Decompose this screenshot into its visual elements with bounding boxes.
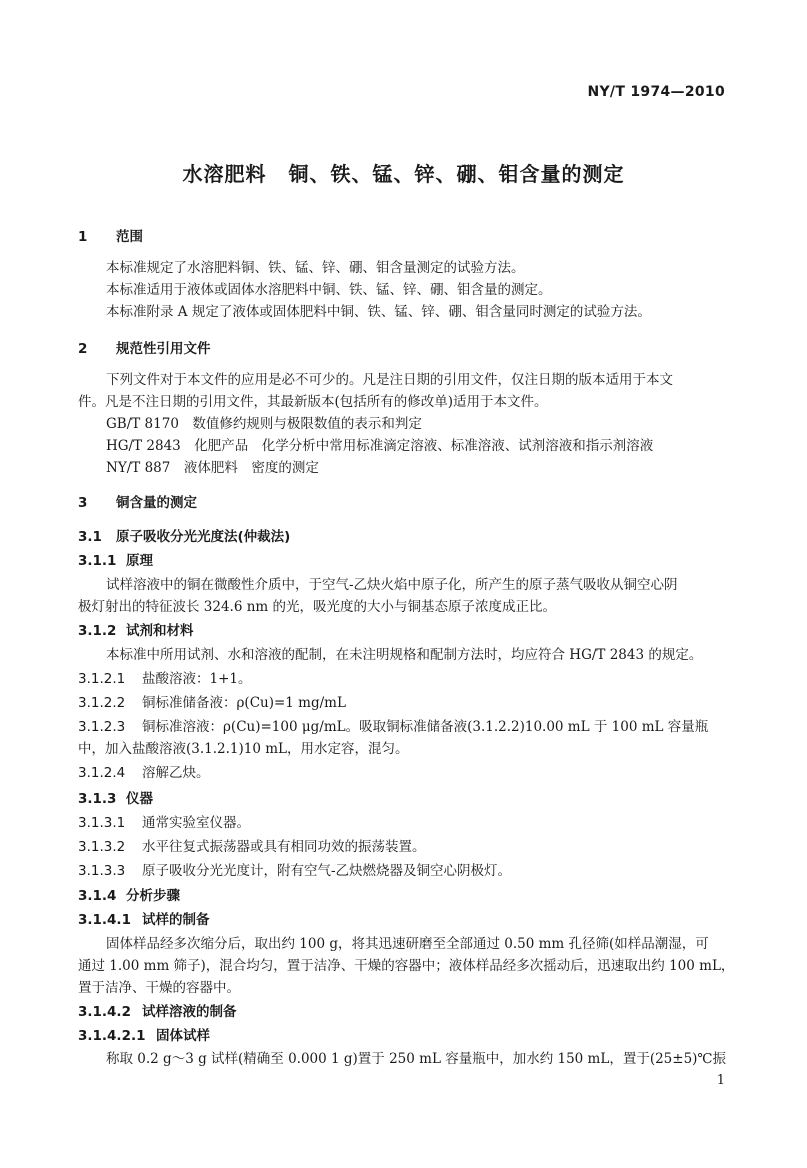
subsection-heading: 3.1 原子吸收分光光度法(仲裁法) — [78, 529, 291, 545]
paragraph-line: 件。凡是不注日期的引用文件，其最新版本(包括所有的修改单)适用于本文件。 — [78, 394, 548, 410]
clause-line: 3.1.2.2 铜标准储备液：ρ(Cu)=1 mg/mL — [78, 695, 346, 711]
title-part-1: 水溶肥料 — [182, 162, 267, 186]
subsection-heading: 3.1.4 分析步骤 — [78, 888, 180, 904]
section-heading: 3 铜含量的测定 — [78, 495, 197, 511]
paragraph-line: 本标准中所用试剂、水和溶液的配制，在未注明规格和配制方法时，均应符合 HG/T 2843 的规定。 — [106, 647, 703, 663]
page-number: 1 — [716, 1073, 725, 1088]
reference-item: HG/T 2843 化肥产品 化学分析中常用标准滴定溶液、标准溶液、试剂溶液和指示剂溶液 — [106, 438, 654, 454]
clause-line: 3.1.2.3 铜标准溶液：ρ(Cu)=100 μg/mL。吸取铜标准储备液(3.1.2.2)10.00 mL 于 100 mL 容量瓶 — [78, 719, 709, 735]
paragraph-line: 极灯射出的特征波长 324.6 nm 的光，吸光度的大小与铜基态原子浓度成正比。 — [78, 599, 557, 615]
subsection-heading: 3.1.2 试剂和材料 — [78, 623, 194, 639]
paragraph-line: 通过 1.00 mm 筛子)，混合均匀，置于洁净、干燥的容器中；液体样品经多次摇动后，迅速取出约 100 mL， — [78, 958, 735, 974]
reference-item: NY/T 887 液体肥料 密度的测定 — [106, 460, 319, 476]
paragraph-line: 称取 0.2 g～3 g 试样(精确至 0.000 1 g)置于 250 mL 容量瓶中，加水约 150 mL，置于(25±5)℃振 — [106, 1051, 727, 1067]
subsection-heading: 3.1.4.2.1 固体试样 — [78, 1028, 210, 1044]
subsection-heading: 3.1.1 原理 — [78, 553, 153, 569]
paragraph-line: 本标准适用于液体或固体水溶肥料中铜、铁、锰、锌、硼、钼含量的测定。 — [106, 282, 552, 298]
paragraph-line: 置于洁净、干燥的容器中。 — [78, 980, 240, 996]
clause-line: 3.1.3.1 通常实验室仪器。 — [78, 815, 250, 831]
clause-line: 3.1.3.3 原子吸收分光光度计，附有空气-乙炔燃烧器及铜空心阴极灯。 — [78, 863, 512, 879]
title-part-2: 铜、铁、锰、锌、硼、钼含量的测定 — [288, 162, 625, 186]
clause-line: 3.1.2.1 盐酸溶液：1+1。 — [78, 671, 252, 687]
subsection-heading: 3.1.4.1 试样的制备 — [78, 912, 210, 928]
document-title — [0, 158, 807, 187]
clause-line: 3.1.2.4 溶解乙炔。 — [78, 765, 210, 781]
paragraph-line: 本标准附录 A 规定了液体或固体肥料中铜、铁、锰、锌、硼、钼含量同时测定的试验方法。 — [106, 304, 651, 320]
paragraph-line: 下列文件对于本文件的应用是必不可少的。凡是注日期的引用文件，仅注日期的版本适用于本文 — [106, 372, 673, 388]
paragraph-line: 中，加入盐酸溶液(3.1.2.1)10 mL，用水定容，混匀。 — [78, 741, 409, 757]
paragraph-line: 本标准规定了水溶肥料铜、铁、锰、锌、硼、钼含量测定的试验方法。 — [106, 260, 525, 276]
standard-code: NY/T 1974—2010 — [587, 84, 725, 100]
paragraph-line: 试样溶液中的铜在微酸性介质中，于空气-乙炔火焰中原子化，所产生的原子蒸气吸收从铜空心阴 — [106, 577, 678, 593]
paragraph-line: 固体样品经多次缩分后，取出约 100 g，将其迅速研磨至全部通过 0.50 mm 孔径筛(如样品潮湿，可 — [106, 936, 709, 952]
reference-item: GB/T 8170 数值修约规则与极限数值的表示和判定 — [106, 416, 422, 432]
clause-line: 3.1.3.2 水平往复式振荡器或具有相同功效的振荡装置。 — [78, 839, 426, 855]
section-heading: 2 规范性引用文件 — [78, 341, 211, 357]
subsection-heading: 3.1.4.2 试样溶液的制备 — [78, 1004, 237, 1020]
subsection-heading: 3.1.3 仪器 — [78, 791, 153, 807]
section-heading: 1 范围 — [78, 229, 143, 245]
